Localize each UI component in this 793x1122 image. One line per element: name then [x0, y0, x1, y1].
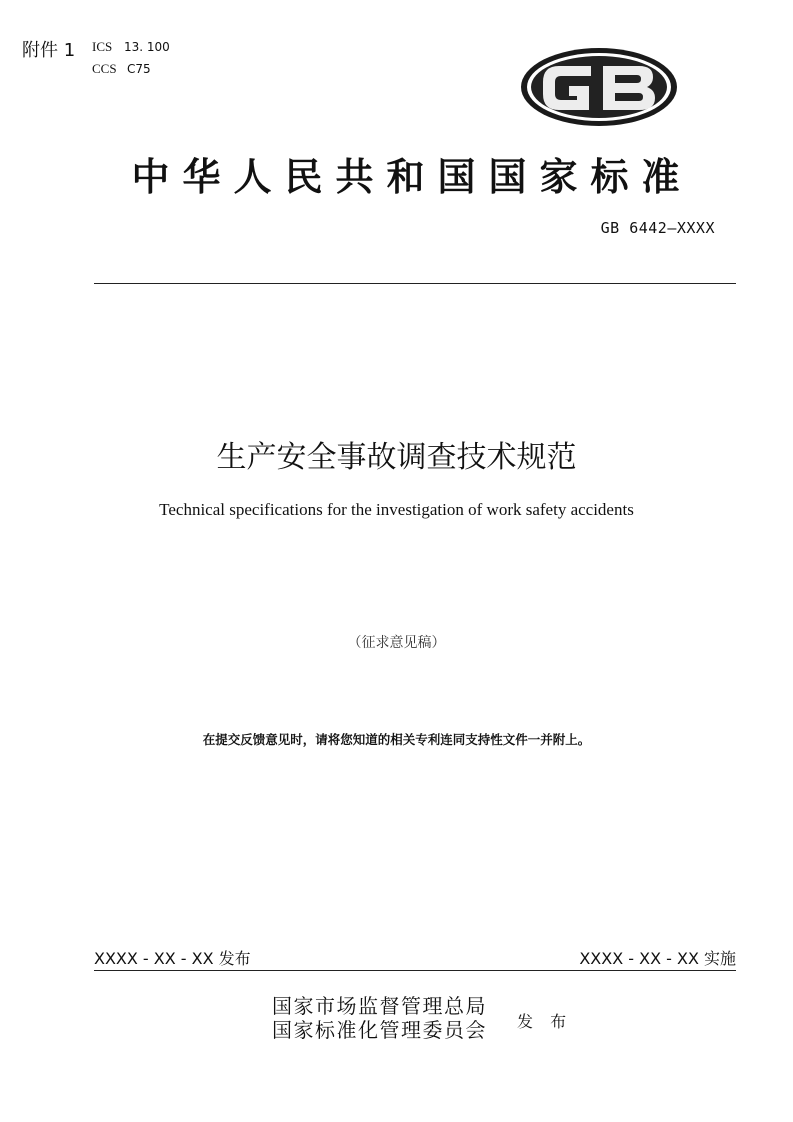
issuer-line-1: 国家市场监督管理总局: [272, 994, 487, 1018]
title-english: Technical specifications for the investigation of work safety accidents: [159, 500, 634, 519]
ics-code: 13. 100: [124, 40, 170, 54]
top-divider: [94, 283, 736, 284]
standard-code: GB 6442—XXXX: [600, 219, 715, 237]
ccs-label: CCS: [92, 61, 117, 76]
bottom-divider: [94, 970, 736, 971]
ics-label: ICS: [92, 39, 113, 54]
implementation-date: XXXX - XX - XX 实施: [579, 949, 736, 968]
standard-type-heading: 中华人民共和国国家标准: [131, 155, 693, 199]
issue-date: XXXX - XX - XX 发布: [94, 949, 251, 968]
feedback-note: 在提交反馈意见时，请将您知道的相关专利连同支持性文件一并附上。: [202, 732, 591, 747]
annex-label: 附件 1: [22, 40, 76, 61]
title-chinese: 生产安全事故调查技术规范: [216, 440, 577, 475]
draft-note: （征求意见稿）: [347, 635, 446, 651]
issuer-line-2: 国家标准化管理委员会: [272, 1018, 487, 1042]
issuing-authorities: [272, 994, 487, 1042]
issuer-verb: 发 布: [517, 1012, 573, 1031]
gb-logo: [519, 46, 679, 128]
ccs-code: C75: [127, 62, 151, 76]
